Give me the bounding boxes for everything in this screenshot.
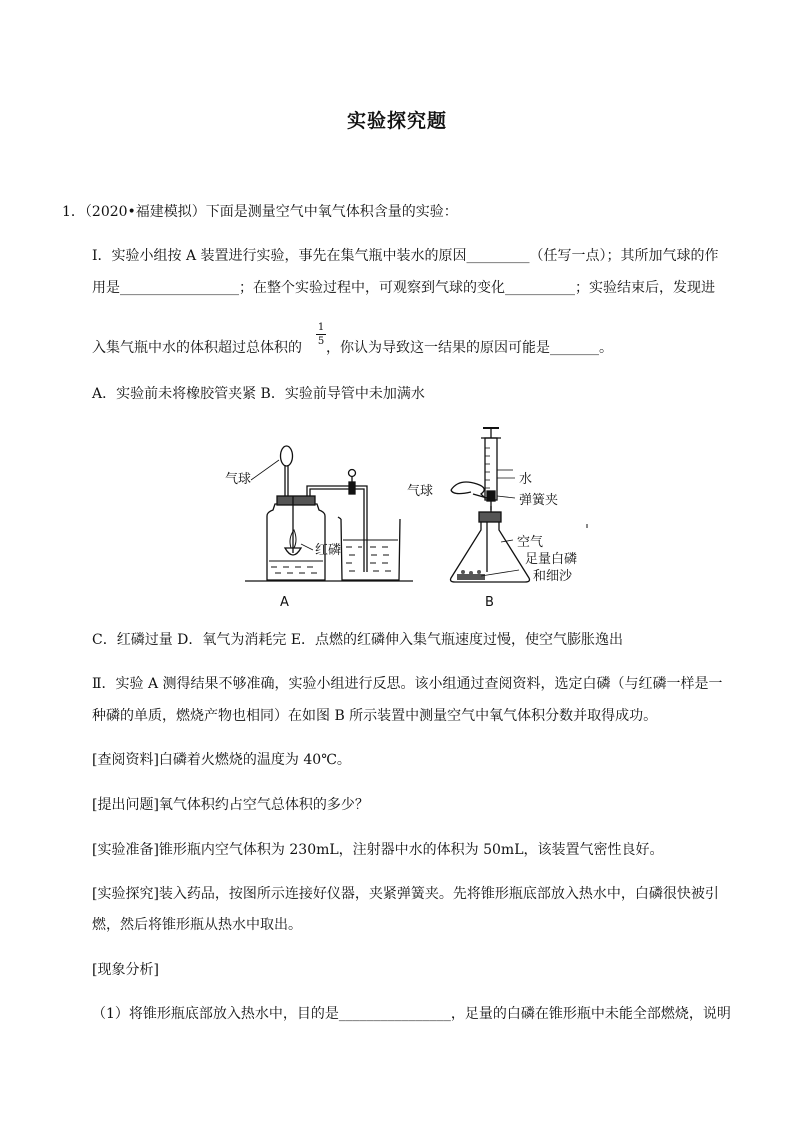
label-spring-clip: 弹簧夹 [519,493,559,508]
syringe-scale [485,448,490,488]
explore-line2: 燃，然后将锥形瓶从热水中取出。 [92,917,302,933]
sub-question-1: （1）将锥形瓶底部放入热水中，目的是________________，足量的白磷在锥形瓶中未能全部燃烧，说明 [92,1006,731,1022]
fraction-one-fifth [316,322,326,347]
label-balloon-a: 气球 [225,472,252,487]
tube-clip [349,482,355,494]
caption-b: B [485,595,494,610]
fraction-denominator: 5 [317,336,325,347]
rubber-stopper [277,496,315,505]
label-white-phosphorus: 足量白磷 [525,552,578,567]
question-header: 1．（2020•福建模拟）下面是测量空气中氧气体积含量的实验： [62,204,458,220]
caption-a: A [280,595,289,610]
page-title: 实验探究题 [346,110,447,132]
label-water: 水 [519,472,533,487]
question-paragraph: [提出问题]氧气体积约占空气总体积的多少？ [92,797,369,813]
phosphorus-sand [457,570,485,580]
label-fine-sand: 和细沙 [533,569,573,584]
part1-line3a: 入集气瓶中水的体积超过总体积的 [92,340,302,356]
part2-line1: Ⅱ．实验 A 测得结果不够准确，实验小组进行反思。该小组通过查阅资料，选定白磷（与红磷一样是一 [92,676,723,692]
part1-line3b: ，你认为导致这一结果的原因可能是_______。 [326,340,613,356]
clip-knob [349,470,356,477]
label-balloon-b: 气球 [407,484,434,499]
analysis-heading: [现象分析] [92,962,159,978]
explore-line1: [实验探究]装入药品，按图所示连接好仪器，夹紧弹簧夹。先将锥形瓶底部放入热水中，白磷很快被引 [92,886,719,902]
fraction-bar [316,334,326,335]
info-paragraph: [查阅资料]白磷着火燃烧的温度为 40℃。 [92,752,351,768]
part1-line2: 用是_________________；在整个实验过程中，可观察到气球的变化__________；实验结束后，发现进 [92,280,715,296]
beaker-water [346,547,391,571]
flask-stopper [479,512,501,522]
prep-paragraph: [实验准备]锥形瓶内空气体积为 230mL，注射器中水的体积为 50mL，该装置气密性良好。 [92,842,664,858]
options-cde: C．红磷过量 D．氧气为消耗完 E．点燃的红磷伸入集气瓶速度过慢，使空气膨胀逸出 [92,632,624,648]
apparatus-a [245,446,413,581]
label-air: 空气 [517,535,544,550]
label-red-phosphorus: 红磷 [315,543,342,558]
part2-line2: 种磷的单质，燃烧产物也相同）在如图 B 所示装置中测量空气中氧气体积分数并取得成功。 [92,708,658,724]
apparatus-figure [215,420,595,620]
balloon-a [281,446,293,466]
delivery-tube [307,486,367,572]
part1-line1: Ⅰ．实验小组按 A 装置进行实验，事先在集气瓶中装水的原因_________（任写一点）；其所加气球的作 [92,248,719,264]
options-ab: A．实验前未将橡胶管夹紧 B．实验前导管中未加满水 [92,386,425,402]
fraction-numerator: 1 [317,322,325,333]
spring-clip [487,491,495,501]
